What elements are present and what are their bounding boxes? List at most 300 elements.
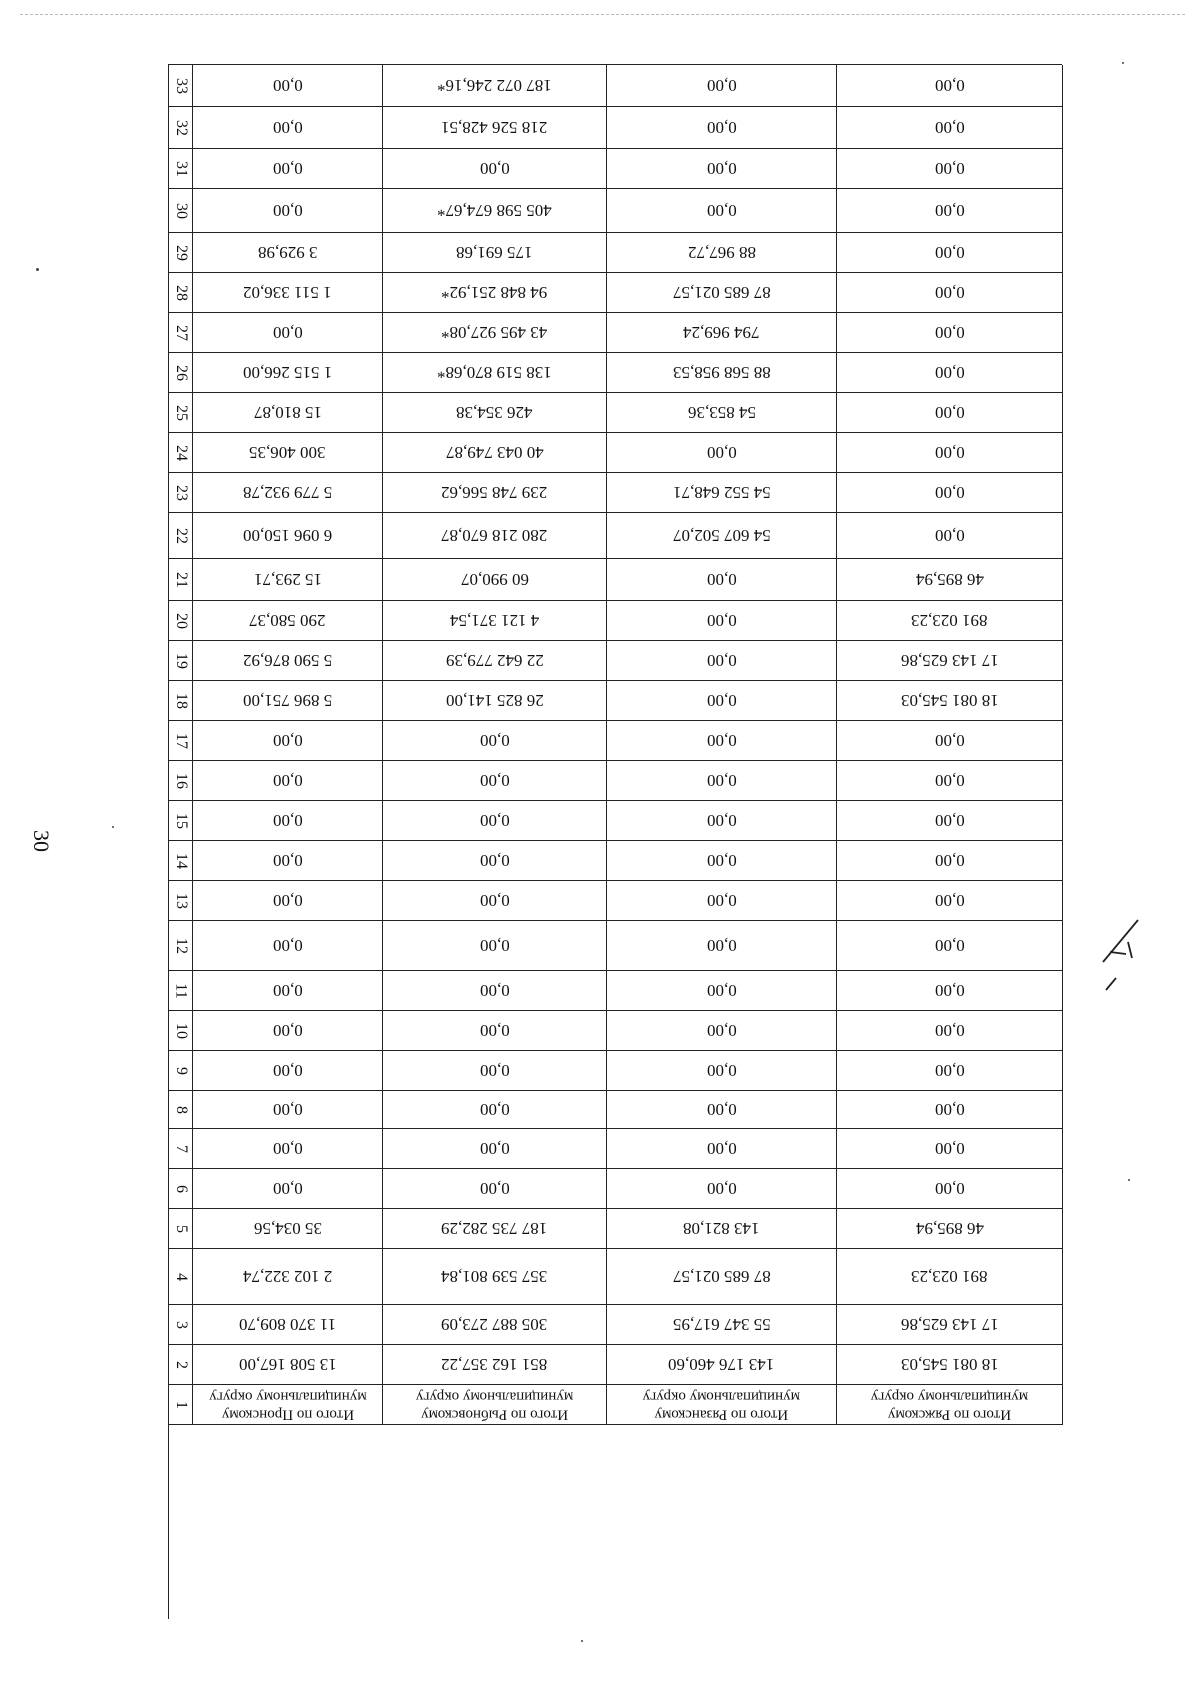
value-cell — [837, 149, 1063, 189]
value-cell — [383, 881, 607, 921]
row-header-text: Итого по Ряжскому муниципальному округу — [870, 1388, 1029, 1423]
value-cell — [193, 601, 383, 641]
value-cell-text: 0,00 — [934, 731, 965, 750]
value-cell-text: 0,00 — [272, 1021, 303, 1040]
value-cell-text: 0,00 — [272, 1139, 303, 1158]
column-number-12-text: 12 — [172, 937, 190, 954]
value-cell-text: 0,00 — [934, 283, 965, 302]
value-cell — [607, 65, 837, 107]
column-number-6-text: 6 — [172, 1184, 190, 1193]
value-cell — [383, 353, 607, 393]
value-cell — [383, 559, 607, 601]
value-cell — [383, 1051, 607, 1091]
column-number-5 — [169, 1209, 193, 1249]
column-number-28 — [169, 273, 193, 313]
value-cell-text: 0,00 — [706, 891, 737, 910]
column-number-21-text: 21 — [172, 571, 190, 588]
column-number-19-text: 19 — [172, 652, 190, 669]
value-cell-text: 0,00 — [272, 1179, 303, 1198]
value-cell — [193, 1345, 383, 1385]
value-cell-text: 94 848 251,92* — [441, 283, 548, 302]
value-cell-text: 1 515 266,00 — [242, 363, 333, 382]
value-cell-text: 0,00 — [272, 981, 303, 1000]
value-cell-text: 46 895,94 — [915, 570, 984, 589]
value-cell — [383, 641, 607, 681]
value-cell — [607, 1209, 837, 1249]
value-cell — [193, 971, 383, 1011]
value-cell-text: 17 143 625,86 — [900, 651, 999, 670]
column-number-11-text: 11 — [172, 982, 190, 999]
value-cell-text: 26 825 141,00 — [445, 691, 544, 710]
value-cell — [383, 681, 607, 721]
column-number-22-text: 22 — [172, 527, 190, 544]
value-cell-text: 54 853,36 — [687, 403, 756, 422]
value-cell — [607, 473, 837, 513]
scan-speck — [581, 1640, 583, 1642]
value-cell — [193, 1305, 383, 1345]
column-number-16 — [169, 761, 193, 801]
value-cell — [383, 601, 607, 641]
value-cell-text: 0,00 — [272, 936, 303, 955]
value-cell-text: 0,00 — [272, 76, 303, 95]
value-cell — [383, 841, 607, 881]
row-header-text: Итого по Рязанскому муниципальному округу — [642, 1388, 801, 1423]
value-cell-text: 88 967,72 — [687, 243, 756, 262]
value-cell-text: 0,00 — [934, 936, 965, 955]
column-number-9-text: 9 — [172, 1066, 190, 1075]
value-cell-text: 0,00 — [272, 1100, 303, 1119]
value-cell — [193, 721, 383, 761]
row-header — [607, 1385, 837, 1425]
value-cell-text: 0,00 — [479, 1139, 510, 1158]
scan-speck — [1122, 62, 1124, 64]
value-cell — [383, 473, 607, 513]
value-cell — [837, 233, 1063, 273]
column-number-18 — [169, 681, 193, 721]
value-cell-text: 0,00 — [479, 1021, 510, 1040]
value-cell-text: 0,00 — [706, 851, 737, 870]
value-cell-text: 6 096 150,00 — [242, 526, 333, 545]
value-cell-text: 15 293,71 — [253, 570, 322, 589]
value-cell-text: 143 176 460,60 — [668, 1355, 775, 1374]
column-number-15 — [169, 801, 193, 841]
column-number-2-text: 2 — [172, 1360, 190, 1369]
column-number-7 — [169, 1129, 193, 1169]
value-cell-text: 143 821,08 — [683, 1219, 760, 1238]
value-cell — [837, 1345, 1063, 1385]
column-number-14-text: 14 — [172, 852, 190, 869]
column-number-27 — [169, 313, 193, 353]
value-cell — [837, 1305, 1063, 1345]
column-number-5-text: 5 — [172, 1224, 190, 1233]
value-cell — [383, 273, 607, 313]
column-number-31-text: 31 — [172, 160, 190, 177]
value-cell — [607, 513, 837, 559]
value-cell-text: 54 607 502,07 — [672, 526, 771, 545]
column-number-11 — [169, 971, 193, 1011]
value-cell-text: 280 218 670,87 — [441, 526, 548, 545]
value-cell-text: 239 748 566,62 — [441, 483, 548, 502]
value-cell — [837, 881, 1063, 921]
value-cell-text: 0,00 — [272, 851, 303, 870]
value-cell-text: 0,00 — [934, 443, 965, 462]
value-cell — [383, 1011, 607, 1051]
column-number-10-text: 10 — [172, 1022, 190, 1039]
column-number-10 — [169, 1011, 193, 1051]
value-cell — [383, 801, 607, 841]
value-cell — [607, 1345, 837, 1385]
value-cell — [837, 761, 1063, 801]
scan-speck — [36, 268, 39, 271]
column-number-22 — [169, 513, 193, 559]
column-number-26 — [169, 353, 193, 393]
value-cell — [383, 65, 607, 107]
value-cell-text: 5 896 751,00 — [242, 691, 333, 710]
value-cell-text: 0,00 — [934, 76, 965, 95]
value-cell — [383, 1305, 607, 1345]
value-cell-text: 0,00 — [272, 731, 303, 750]
value-cell — [837, 1129, 1063, 1169]
value-cell-text: 0,00 — [706, 201, 737, 220]
value-cell — [193, 1129, 383, 1169]
value-cell-text: 87 685 021,57 — [672, 283, 771, 302]
column-number-8 — [169, 1091, 193, 1129]
value-cell-text: 0,00 — [706, 570, 737, 589]
value-cell — [193, 801, 383, 841]
value-cell — [193, 1249, 383, 1305]
column-number-23 — [169, 473, 193, 513]
column-number-1 — [169, 1385, 193, 1425]
value-cell — [383, 1249, 607, 1305]
value-cell — [607, 801, 837, 841]
value-cell — [193, 313, 383, 353]
value-cell — [383, 1091, 607, 1129]
value-cell — [193, 107, 383, 149]
value-cell — [193, 513, 383, 559]
value-cell — [193, 681, 383, 721]
value-cell-text: 0,00 — [934, 891, 965, 910]
value-cell — [193, 1169, 383, 1209]
value-cell-text: 0,00 — [706, 771, 737, 790]
scan-speck — [1128, 1179, 1130, 1181]
value-cell — [383, 393, 607, 433]
column-number-3-text: 3 — [172, 1320, 190, 1329]
column-number-21 — [169, 559, 193, 601]
value-cell — [607, 353, 837, 393]
value-cell-text: 290 580,37 — [249, 611, 326, 630]
value-cell-text: 0,00 — [706, 981, 737, 1000]
column-number-17 — [169, 721, 193, 761]
value-cell — [607, 107, 837, 149]
row-header-text: Итого по Рыбновскому муниципальному округу — [415, 1388, 574, 1423]
value-cell — [607, 1249, 837, 1305]
value-cell — [193, 1209, 383, 1249]
value-cell-text: 0,00 — [934, 981, 965, 1000]
column-number-29-text: 29 — [172, 244, 190, 261]
value-cell-text: 0,00 — [934, 1021, 965, 1040]
value-cell-text: 0,00 — [706, 651, 737, 670]
value-cell — [193, 921, 383, 971]
value-cell-text: 0,00 — [272, 891, 303, 910]
column-number-4-text: 4 — [172, 1272, 190, 1281]
value-cell-text: 0,00 — [479, 981, 510, 1000]
value-cell — [837, 559, 1063, 601]
column-number-1-text: 1 — [172, 1400, 190, 1409]
value-cell — [193, 841, 383, 881]
value-cell-text: 851 162 357,22 — [441, 1355, 548, 1374]
row-header-text: Итого по Пронскому муниципальному округу — [208, 1388, 367, 1423]
value-cell — [383, 107, 607, 149]
value-cell-text: 0,00 — [934, 1179, 965, 1198]
value-cell-text: 0,00 — [479, 159, 510, 178]
value-cell — [383, 721, 607, 761]
column-number-24-text: 24 — [172, 444, 190, 461]
column-number-7-text: 7 — [172, 1144, 190, 1153]
value-cell — [607, 393, 837, 433]
value-cell-text: 22 642 779,39 — [445, 651, 544, 670]
value-cell-text: 0,00 — [934, 243, 965, 262]
value-cell — [837, 393, 1063, 433]
value-cell — [607, 313, 837, 353]
value-cell-text: 17 143 625,86 — [900, 1315, 999, 1334]
scan-speck — [112, 826, 114, 828]
value-cell — [193, 149, 383, 189]
value-cell-text: 0,00 — [706, 443, 737, 462]
value-cell-text: 0,00 — [934, 159, 965, 178]
value-cell-text: 0,00 — [706, 1179, 737, 1198]
value-cell-text: 2 102 322,74 — [242, 1267, 333, 1286]
value-cell-text: 405 598 674,67* — [437, 201, 552, 220]
value-cell — [193, 761, 383, 801]
value-cell-text: 18 081 545,03 — [900, 1355, 999, 1374]
value-cell — [837, 353, 1063, 393]
column-number-19 — [169, 641, 193, 681]
value-cell — [607, 761, 837, 801]
value-cell — [837, 1051, 1063, 1091]
value-cell — [607, 149, 837, 189]
value-cell-text: 0,00 — [272, 771, 303, 790]
row-header — [837, 1385, 1063, 1425]
value-cell — [607, 1305, 837, 1345]
column-number-18-text: 18 — [172, 692, 190, 709]
value-cell — [383, 761, 607, 801]
value-cell-text: 0,00 — [934, 363, 965, 382]
value-cell — [837, 473, 1063, 513]
value-cell — [383, 189, 607, 233]
value-cell-text: 0,00 — [706, 118, 737, 137]
column-number-32-text: 32 — [172, 119, 190, 136]
value-cell-text: 0,00 — [706, 811, 737, 830]
column-number-25-text: 25 — [172, 404, 190, 421]
column-number-30-text: 30 — [172, 202, 190, 219]
column-number-30 — [169, 189, 193, 233]
value-cell — [607, 841, 837, 881]
column-number-24 — [169, 433, 193, 473]
column-number-33-text: 33 — [172, 77, 190, 94]
value-cell — [193, 189, 383, 233]
value-cell — [193, 273, 383, 313]
column-number-13 — [169, 881, 193, 921]
value-cell-text: 60 990,07 — [460, 570, 529, 589]
value-cell-text: 5 590 876,92 — [242, 651, 333, 670]
column-number-25 — [169, 393, 193, 433]
value-cell — [607, 433, 837, 473]
value-cell — [193, 353, 383, 393]
value-cell-text: 15 810,87 — [253, 403, 322, 422]
value-cell — [837, 971, 1063, 1011]
scan-edge-line — [20, 14, 1185, 15]
value-cell-text: 4 121 371,54 — [449, 611, 540, 630]
column-number-12 — [169, 921, 193, 971]
value-cell — [383, 149, 607, 189]
value-cell-text: 138 519 870,68* — [437, 363, 552, 382]
value-cell-text: 0,00 — [272, 323, 303, 342]
row-header — [383, 1385, 607, 1425]
value-cell-text: 1 511 336,02 — [243, 283, 332, 302]
value-cell — [383, 513, 607, 559]
value-cell — [607, 233, 837, 273]
value-cell — [837, 189, 1063, 233]
value-cell-text: 0,00 — [479, 1179, 510, 1198]
value-cell-text: 0,00 — [479, 771, 510, 790]
column-number-31 — [169, 149, 193, 189]
value-cell-text: 0,00 — [706, 1139, 737, 1158]
value-cell-text: 426 354,38 — [456, 403, 533, 422]
value-cell-text: 0,00 — [706, 159, 737, 178]
value-cell-text: 54 552 648,71 — [672, 483, 771, 502]
value-cell-text: 0,00 — [706, 731, 737, 750]
column-number-4 — [169, 1249, 193, 1305]
value-cell-text: 300 406,35 — [249, 443, 326, 462]
column-number-33 — [169, 65, 193, 107]
value-cell — [607, 681, 837, 721]
value-cell-text: 43 495 927,08* — [441, 323, 548, 342]
value-cell-text: 187 735 282,29 — [441, 1219, 548, 1238]
value-cell — [383, 1129, 607, 1169]
value-cell — [383, 1169, 607, 1209]
column-number-23-text: 23 — [172, 484, 190, 501]
value-cell-text: 0,00 — [934, 118, 965, 137]
column-number-9 — [169, 1051, 193, 1091]
value-cell-text: 0,00 — [272, 118, 303, 137]
value-cell — [837, 681, 1063, 721]
column-number-28-text: 28 — [172, 284, 190, 301]
value-cell — [193, 559, 383, 601]
page-number: 30 — [29, 830, 54, 852]
column-number-3 — [169, 1305, 193, 1345]
value-cell-text: 305 887 273,09 — [441, 1315, 548, 1334]
column-number-20 — [169, 601, 193, 641]
value-cell — [193, 473, 383, 513]
value-cell — [837, 841, 1063, 881]
column-number-2 — [169, 1345, 193, 1385]
data-table — [168, 64, 1062, 1619]
value-cell — [383, 1345, 607, 1385]
value-cell-text: 0,00 — [479, 891, 510, 910]
value-cell — [607, 881, 837, 921]
value-cell-text: 88 568 958,53 — [672, 363, 771, 382]
value-cell — [193, 1011, 383, 1051]
value-cell-text: 0,00 — [706, 1100, 737, 1119]
value-cell-text: 0,00 — [706, 611, 737, 630]
value-cell-text: 0,00 — [706, 1021, 737, 1040]
value-cell-text: 0,00 — [934, 483, 965, 502]
column-number-13-text: 13 — [172, 892, 190, 909]
value-cell — [837, 1249, 1063, 1305]
value-cell-text: 357 539 801,84 — [441, 1267, 548, 1286]
value-cell — [837, 601, 1063, 641]
value-cell-text: 0,00 — [272, 201, 303, 220]
column-number-20-text: 20 — [172, 612, 190, 629]
row-header — [193, 1385, 383, 1425]
value-cell — [193, 641, 383, 681]
value-cell — [837, 513, 1063, 559]
value-cell-text: 0,00 — [479, 1061, 510, 1080]
value-cell-text: 0,00 — [479, 1100, 510, 1119]
value-cell — [837, 1011, 1063, 1051]
value-cell-text: 0,00 — [934, 526, 965, 545]
value-cell-text: 46 895,94 — [915, 1219, 984, 1238]
column-number-32 — [169, 107, 193, 149]
value-cell-text: 35 034,56 — [253, 1219, 322, 1238]
value-cell-text: 218 526 428,51 — [441, 118, 548, 137]
column-number-8-text: 8 — [172, 1105, 190, 1114]
value-cell — [837, 801, 1063, 841]
value-cell — [607, 273, 837, 313]
value-cell-text: 0,00 — [706, 936, 737, 955]
value-cell-text: 0,00 — [934, 1100, 965, 1119]
value-cell-text: 55 347 617,95 — [672, 1315, 771, 1334]
value-cell — [837, 313, 1063, 353]
value-cell-text: 0,00 — [934, 1061, 965, 1080]
value-cell — [607, 1169, 837, 1209]
column-number-6 — [169, 1169, 193, 1209]
value-cell — [383, 921, 607, 971]
value-cell — [193, 233, 383, 273]
value-cell-text: 175 691,68 — [456, 243, 533, 262]
value-cell — [607, 921, 837, 971]
value-cell-text: 3 929,98 — [257, 243, 318, 262]
value-cell-text: 0,00 — [934, 323, 965, 342]
value-cell — [193, 433, 383, 473]
value-cell — [383, 971, 607, 1011]
value-cell-text: 0,00 — [934, 851, 965, 870]
value-cell-text: 0,00 — [934, 201, 965, 220]
value-cell — [383, 233, 607, 273]
value-cell-text: 891 023,23 — [911, 611, 988, 630]
value-cell-text: 187 072 246,16* — [437, 76, 552, 95]
value-cell — [837, 107, 1063, 149]
value-cell — [837, 721, 1063, 761]
column-number-17-text: 17 — [172, 732, 190, 749]
value-cell-text: 0,00 — [479, 811, 510, 830]
value-cell — [193, 65, 383, 107]
value-cell — [837, 1209, 1063, 1249]
column-number-16-text: 16 — [172, 772, 190, 789]
pen-mark — [1098, 912, 1148, 992]
value-cell — [607, 559, 837, 601]
value-cell — [607, 189, 837, 233]
value-cell-text: 891 023,23 — [911, 1267, 988, 1286]
value-cell-text: 0,00 — [479, 851, 510, 870]
value-cell-text: 0,00 — [934, 1139, 965, 1158]
column-number-15-text: 15 — [172, 812, 190, 829]
value-cell — [837, 1169, 1063, 1209]
value-cell — [607, 1011, 837, 1051]
value-cell-text: 40 043 749,87 — [445, 443, 544, 462]
value-cell — [837, 273, 1063, 313]
value-cell — [193, 1051, 383, 1091]
